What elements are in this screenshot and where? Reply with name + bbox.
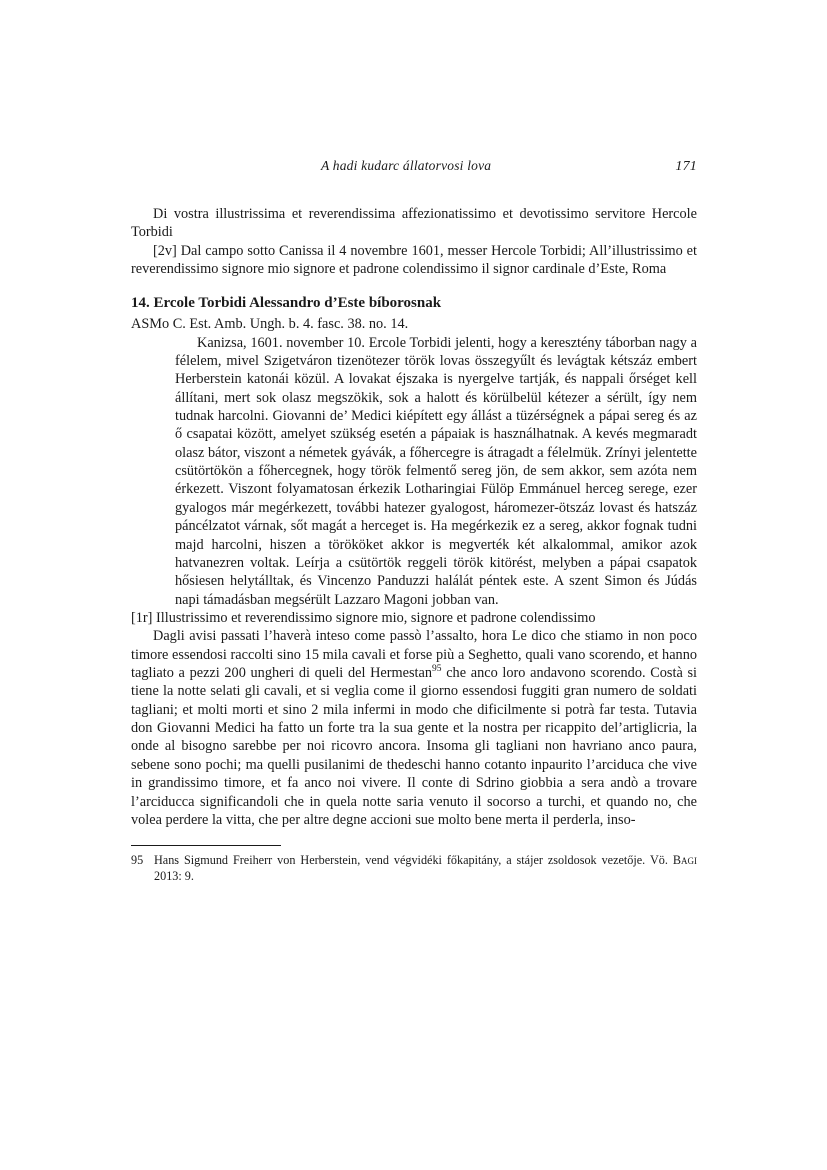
letter-text-part2: che anco loro andavono scorendo. Costà si tiene la notte selati gli cavali, et si veglia come il giorno essendosi fuggiti gran numero de soldati tagliani; et molti morti et sino 2 mila infermi in modo che dificilmente si potrà far testa. Tutavia don Giovanni Medici ha fatto un forte tra la sua gente et la nostra per ricappito del’artiglicria, la onde al bisogno sarebbe per noi ricovro ancora. Insoma gli tagliani non havriano anco paura, sebene sono pochi; ma quelli pusilanimi de thedeschi hanno cotanto inpaurito l’arciduca che vive in grandissimo timore, et fa anco noi vivere. Il conte di Sdrino giobbia a sera andò a trovare l’arciducca significandoli che in quela notte saria venuto il socorso a turchi, et quando no, che volea perdere la vitta, che per altre degne accioni sue molto bene merta il perderla, inso-: [131, 665, 697, 828]
footnote-citation-author: Bagi: [672, 853, 697, 868]
footnote: [131, 853, 697, 884]
letter-salutation: [1r] Illustrissimo et reverendissimo signore mio, signore et padrone colendissimo: [131, 609, 596, 626]
letter-body: [131, 627, 697, 829]
footnote-marker: 95: [432, 664, 442, 675]
running-head-title: A hadi kudarc állatorvosi lova: [321, 158, 492, 173]
summary-paragraph: Kanizsa, 1601. november 10. Ercole Torbidi jelenti, hogy a keresztény táborban nagy a félelem, mivel Szigetváron tizenötezer török lovas összegyűlt és levágtak kétszáz embert Herberstein katonái közül. A lovakat éjszaka is nyergelve tartják, és nappali őrséget kell állítani, mert sok olasz megszökik, sok a halott és körülbelül kétezer a sérült, így nem tudnak harcolni. Giovanni de’ Medici kiépített egy állást a tüzérségnek a pápai sereg és az ő csapatai között, amelyet szükség esetén a pápaiak is használhatnak. A kevés megmaradt olasz bátor, viszont a németek gyávák, a főhercegre is átragadt a félelmük. Zrínyi jelentette csütörtökön a főhercegnek, hogy török felmentő sereg jön, de sem akkor, sem azóta nem érkezett. Viszont folyamatosan érkezik Lotharingiai Fülöp Emmánuel herceg serege, ezer gyalogos már megérkezett, további hatezer gyalogost, háromezer-ötszáz lovast és hatszáz páncélzatot várnak, sőt magát a herceget is. Ha megérkezik ez a sereg, akkor fognak tudni majd harcolni, hiszen a törököket akkor is megverték két alkalommal, amikor azok hatvanezren voltak. Leírja a csütörtök reggeli török kitörést, melyben a pápai csapatok hősiesen helytálltak, és Vincenzo Panduzzi halálát péntek este. A szent Simon és Júdás napi támadásban megsérült Lazzaro Magoni jobban van.: [175, 334, 697, 608]
footnote-number: 95: [131, 853, 144, 868]
footnote-separator: [131, 845, 281, 846]
paragraph-address: [2v] Dal campo sotto Canissa il 4 novembre 1601, messer Hercole Torbidi; All’illustrissimo et reverendissimo signore mio signore et padrone colendissimo il signor cardinale d’Este, Roma: [131, 242, 697, 278]
page-content: [131, 158, 697, 884]
footnote-text: [154, 853, 697, 884]
footnote-text-before: Hans Sigmund Freiherr von Herberstein, vend végvidéki főkapitány, a stájer zsoldosok vezetője. Vö.: [154, 853, 673, 868]
paragraph-signature: Di vostra illustrissima et reverendissima affezionatissimo et devotissimo servitore Hercole Torbidi: [131, 206, 697, 241]
page-number: 171: [675, 159, 697, 174]
footnote-text-after: 2013: 9.: [154, 868, 194, 883]
summary-block: [175, 334, 697, 609]
letter-text-part1: Dagli avisi passati l’haverà inteso come passò l’assalto, hora Le dico che stiamo in non poco timore essendosi raccolti sino 15 mila cavali et forse più a Seghetto, quali vano scorendo, et hanno tagliato a pezzi 200 ungheri di queli del Hermestan: [131, 628, 697, 682]
running-head: [131, 158, 697, 175]
archive-reference: ASMo C. Est. Amb. Ungh. b. 4. fasc. 38. no. 14.: [131, 316, 409, 333]
section-heading: 14. Ercole Torbidi Alessandro d’Este bíborosnak: [131, 295, 442, 312]
